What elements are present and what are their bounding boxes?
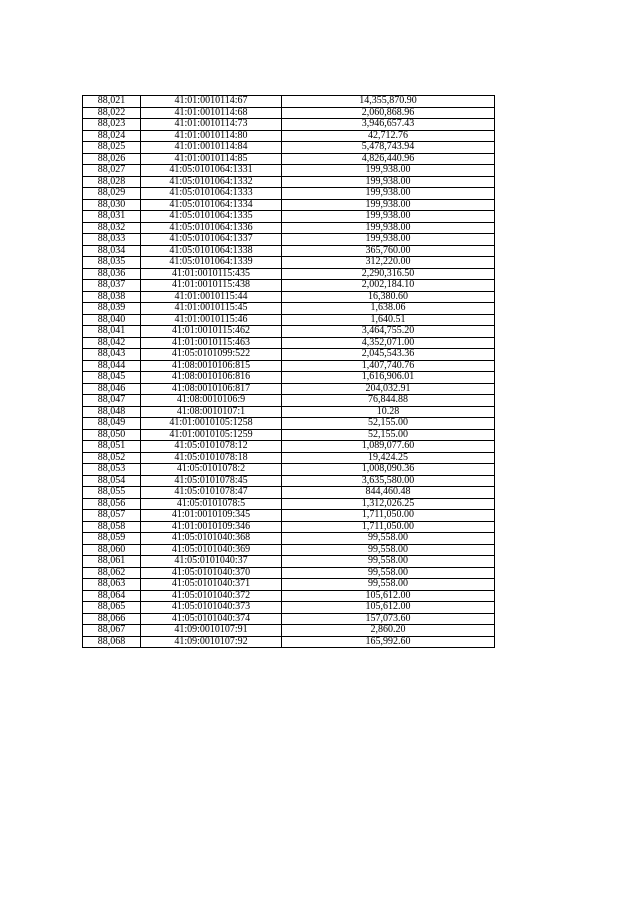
row-number-cell: 88,027 xyxy=(83,165,141,177)
row-number-cell: 88,060 xyxy=(83,544,141,556)
table-row xyxy=(83,349,495,361)
value-cell: 1,312,026.25 xyxy=(282,498,495,510)
table-row xyxy=(83,314,495,326)
value-cell: 105,612.00 xyxy=(282,590,495,602)
value-cell: 4,352,071.00 xyxy=(282,337,495,349)
table-row xyxy=(83,406,495,418)
value-cell: 52,155.00 xyxy=(282,429,495,441)
value-cell: 1,407,740.76 xyxy=(282,360,495,372)
cadastral-number-cell: 41:01:0010114:84 xyxy=(141,142,282,154)
cadastral-number-cell: 41:01:0010115:46 xyxy=(141,314,282,326)
row-number-cell: 88,044 xyxy=(83,360,141,372)
value-cell: 99,558.00 xyxy=(282,544,495,556)
table-row xyxy=(83,533,495,545)
row-number-cell: 88,053 xyxy=(83,464,141,476)
table-row xyxy=(83,222,495,234)
cadastral-number-cell: 41:05:0101040:371 xyxy=(141,579,282,591)
value-cell: 2,860.20 xyxy=(282,625,495,637)
row-number-cell: 88,068 xyxy=(83,636,141,648)
cadastral-number-cell: 41:01:0010115:438 xyxy=(141,280,282,292)
value-cell: 1,616,906.01 xyxy=(282,372,495,384)
cadastral-number-cell: 41:01:0010114:67 xyxy=(141,96,282,108)
cadastral-number-cell: 41:05:0101078:18 xyxy=(141,452,282,464)
value-cell: 52,155.00 xyxy=(282,418,495,430)
cadastral-number-cell: 41:08:0010106:816 xyxy=(141,372,282,384)
row-number-cell: 88,041 xyxy=(83,326,141,338)
row-number-cell: 88,039 xyxy=(83,303,141,315)
table-row xyxy=(83,119,495,131)
cadastral-number-cell: 41:01:0010109:345 xyxy=(141,510,282,522)
table-row xyxy=(83,337,495,349)
table-row xyxy=(83,188,495,200)
cadastral-number-cell: 41:05:0101064:1336 xyxy=(141,222,282,234)
row-number-cell: 88,021 xyxy=(83,96,141,108)
row-number-cell: 88,042 xyxy=(83,337,141,349)
cadastral-number-cell: 41:05:0101040:373 xyxy=(141,602,282,614)
value-cell: 2,290,316.50 xyxy=(282,268,495,280)
row-number-cell: 88,052 xyxy=(83,452,141,464)
value-cell: 4,826,440.96 xyxy=(282,153,495,165)
row-number-cell: 88,028 xyxy=(83,176,141,188)
value-cell: 19,424.25 xyxy=(282,452,495,464)
cadastral-number-cell: 41:08:0010106:9 xyxy=(141,395,282,407)
table-row xyxy=(83,360,495,372)
row-number-cell: 88,033 xyxy=(83,234,141,246)
table-row xyxy=(83,636,495,648)
table-row xyxy=(83,613,495,625)
table-row xyxy=(83,268,495,280)
table-row xyxy=(83,464,495,476)
value-cell: 165,992.60 xyxy=(282,636,495,648)
value-cell: 99,558.00 xyxy=(282,533,495,545)
cadastral-number-cell: 41:01:0010105:1259 xyxy=(141,429,282,441)
cadastral-number-cell: 41:05:0101040:37 xyxy=(141,556,282,568)
table-row xyxy=(83,257,495,269)
table-row xyxy=(83,602,495,614)
table-row xyxy=(83,165,495,177)
table-row xyxy=(83,291,495,303)
value-cell: 3,946,657.43 xyxy=(282,119,495,131)
cadastral-number-cell: 41:01:0010115:435 xyxy=(141,268,282,280)
table-row xyxy=(83,441,495,453)
value-cell: 1,711,050.00 xyxy=(282,510,495,522)
table-row xyxy=(83,487,495,499)
table-row xyxy=(83,452,495,464)
table-row xyxy=(83,176,495,188)
cadastral-number-cell: 41:09:0010107:91 xyxy=(141,625,282,637)
cadastral-number-cell: 41:05:0101078:12 xyxy=(141,441,282,453)
cadastral-number-cell: 41:01:0010109:346 xyxy=(141,521,282,533)
row-number-cell: 88,037 xyxy=(83,280,141,292)
cadastral-number-cell: 41:05:0101040:370 xyxy=(141,567,282,579)
value-cell: 10.28 xyxy=(282,406,495,418)
value-cell: 312,220.00 xyxy=(282,257,495,269)
cadastral-number-cell: 41:05:0101064:1334 xyxy=(141,199,282,211)
row-number-cell: 88,035 xyxy=(83,257,141,269)
table-row xyxy=(83,96,495,108)
cadastral-number-cell: 41:05:0101078:45 xyxy=(141,475,282,487)
row-number-cell: 88,056 xyxy=(83,498,141,510)
row-number-cell: 88,029 xyxy=(83,188,141,200)
table-row xyxy=(83,579,495,591)
row-number-cell: 88,040 xyxy=(83,314,141,326)
cadastral-number-cell: 41:05:0101099:522 xyxy=(141,349,282,361)
value-cell: 2,002,184.10 xyxy=(282,280,495,292)
row-number-cell: 88,049 xyxy=(83,418,141,430)
row-number-cell: 88,026 xyxy=(83,153,141,165)
row-number-cell: 88,057 xyxy=(83,510,141,522)
row-number-cell: 88,023 xyxy=(83,119,141,131)
row-number-cell: 88,047 xyxy=(83,395,141,407)
row-number-cell: 88,051 xyxy=(83,441,141,453)
row-number-cell: 88,024 xyxy=(83,130,141,142)
row-number-cell: 88,034 xyxy=(83,245,141,257)
cadastral-number-cell: 41:05:0101064:1332 xyxy=(141,176,282,188)
table-row xyxy=(83,498,495,510)
cadastral-number-cell: 41:01:0010115:44 xyxy=(141,291,282,303)
value-cell: 5,478,743.94 xyxy=(282,142,495,154)
row-number-cell: 88,066 xyxy=(83,613,141,625)
row-number-cell: 88,045 xyxy=(83,372,141,384)
value-cell: 199,938.00 xyxy=(282,211,495,223)
row-number-cell: 88,032 xyxy=(83,222,141,234)
table-row xyxy=(83,199,495,211)
cadastral-number-cell: 41:05:0101040:372 xyxy=(141,590,282,602)
table-row xyxy=(83,395,495,407)
cadastral-number-cell: 41:05:0101040:368 xyxy=(141,533,282,545)
cadastral-number-cell: 41:05:0101064:1339 xyxy=(141,257,282,269)
value-cell: 105,612.00 xyxy=(282,602,495,614)
cadastral-number-cell: 41:01:0010114:80 xyxy=(141,130,282,142)
row-number-cell: 88,025 xyxy=(83,142,141,154)
table-row xyxy=(83,234,495,246)
cadastral-number-cell: 41:01:0010114:68 xyxy=(141,107,282,119)
cadastral-number-cell: 41:05:0101040:374 xyxy=(141,613,282,625)
table-row xyxy=(83,130,495,142)
table-row xyxy=(83,625,495,637)
table-row xyxy=(83,383,495,395)
value-cell: 204,032.91 xyxy=(282,383,495,395)
table-row xyxy=(83,429,495,441)
cadastral-number-cell: 41:08:0010106:815 xyxy=(141,360,282,372)
value-cell: 199,938.00 xyxy=(282,222,495,234)
value-cell: 199,938.00 xyxy=(282,176,495,188)
value-cell: 99,558.00 xyxy=(282,556,495,568)
table-row xyxy=(83,567,495,579)
row-number-cell: 88,059 xyxy=(83,533,141,545)
cadastral-number-cell: 41:05:0101064:1335 xyxy=(141,211,282,223)
row-number-cell: 88,036 xyxy=(83,268,141,280)
cadastral-number-cell: 41:08:0010107:1 xyxy=(141,406,282,418)
parcel-value-table xyxy=(82,95,495,648)
table-row xyxy=(83,142,495,154)
cadastral-number-cell: 41:01:0010115:462 xyxy=(141,326,282,338)
table-row xyxy=(83,326,495,338)
table-row xyxy=(83,211,495,223)
table-row xyxy=(83,521,495,533)
cadastral-number-cell: 41:08:0010106:817 xyxy=(141,383,282,395)
value-cell: 3,635,580.00 xyxy=(282,475,495,487)
table-row xyxy=(83,590,495,602)
cadastral-number-cell: 41:05:0101064:1337 xyxy=(141,234,282,246)
row-number-cell: 88,043 xyxy=(83,349,141,361)
value-cell: 199,938.00 xyxy=(282,188,495,200)
cadastral-number-cell: 41:09:0010107:92 xyxy=(141,636,282,648)
row-number-cell: 88,063 xyxy=(83,579,141,591)
cadastral-number-cell: 41:05:0101064:1333 xyxy=(141,188,282,200)
value-cell: 42,712.76 xyxy=(282,130,495,142)
table-row xyxy=(83,245,495,257)
cadastral-number-cell: 41:05:0101078:47 xyxy=(141,487,282,499)
row-number-cell: 88,064 xyxy=(83,590,141,602)
value-cell: 16,380.60 xyxy=(282,291,495,303)
cadastral-number-cell: 41:01:0010105:1258 xyxy=(141,418,282,430)
cadastral-number-cell: 41:05:0101078:5 xyxy=(141,498,282,510)
row-number-cell: 88,048 xyxy=(83,406,141,418)
table-row xyxy=(83,475,495,487)
cadastral-number-cell: 41:01:0010114:85 xyxy=(141,153,282,165)
row-number-cell: 88,055 xyxy=(83,487,141,499)
value-cell: 157,073.60 xyxy=(282,613,495,625)
cadastral-number-cell: 41:01:0010115:45 xyxy=(141,303,282,315)
row-number-cell: 88,065 xyxy=(83,602,141,614)
cadastral-number-cell: 41:05:0101078:2 xyxy=(141,464,282,476)
value-cell: 1,008,090.36 xyxy=(282,464,495,476)
table-row xyxy=(83,280,495,292)
row-number-cell: 88,038 xyxy=(83,291,141,303)
value-cell: 844,460.48 xyxy=(282,487,495,499)
row-number-cell: 88,050 xyxy=(83,429,141,441)
table-row xyxy=(83,372,495,384)
row-number-cell: 88,058 xyxy=(83,521,141,533)
table-row xyxy=(83,544,495,556)
value-cell: 99,558.00 xyxy=(282,579,495,591)
value-cell: 199,938.00 xyxy=(282,234,495,246)
value-cell: 1,089,077.60 xyxy=(282,441,495,453)
value-cell: 3,464,755.20 xyxy=(282,326,495,338)
row-number-cell: 88,022 xyxy=(83,107,141,119)
row-number-cell: 88,067 xyxy=(83,625,141,637)
value-cell: 199,938.00 xyxy=(282,165,495,177)
table-row xyxy=(83,510,495,522)
value-cell: 2,045,543.36 xyxy=(282,349,495,361)
cadastral-number-cell: 41:05:0101064:1338 xyxy=(141,245,282,257)
value-cell: 99,558.00 xyxy=(282,567,495,579)
table-row xyxy=(83,418,495,430)
cadastral-number-cell: 41:01:0010114:73 xyxy=(141,119,282,131)
value-cell: 76,844.88 xyxy=(282,395,495,407)
row-number-cell: 88,030 xyxy=(83,199,141,211)
value-cell: 1,638.06 xyxy=(282,303,495,315)
value-cell: 365,760.00 xyxy=(282,245,495,257)
row-number-cell: 88,054 xyxy=(83,475,141,487)
cadastral-number-cell: 41:01:0010115:463 xyxy=(141,337,282,349)
row-number-cell: 88,031 xyxy=(83,211,141,223)
value-cell: 1,640.51 xyxy=(282,314,495,326)
value-cell: 1,711,050.00 xyxy=(282,521,495,533)
row-number-cell: 88,046 xyxy=(83,383,141,395)
row-number-cell: 88,061 xyxy=(83,556,141,568)
value-cell: 199,938.00 xyxy=(282,199,495,211)
cadastral-number-cell: 41:05:0101040:369 xyxy=(141,544,282,556)
cadastral-number-cell: 41:05:0101064:1331 xyxy=(141,165,282,177)
table-row xyxy=(83,107,495,119)
value-cell: 2,060,868.96 xyxy=(282,107,495,119)
table-row xyxy=(83,556,495,568)
value-cell: 14,355,870.90 xyxy=(282,96,495,108)
table-row xyxy=(83,153,495,165)
table-body xyxy=(83,96,495,648)
table-row xyxy=(83,303,495,315)
row-number-cell: 88,062 xyxy=(83,567,141,579)
